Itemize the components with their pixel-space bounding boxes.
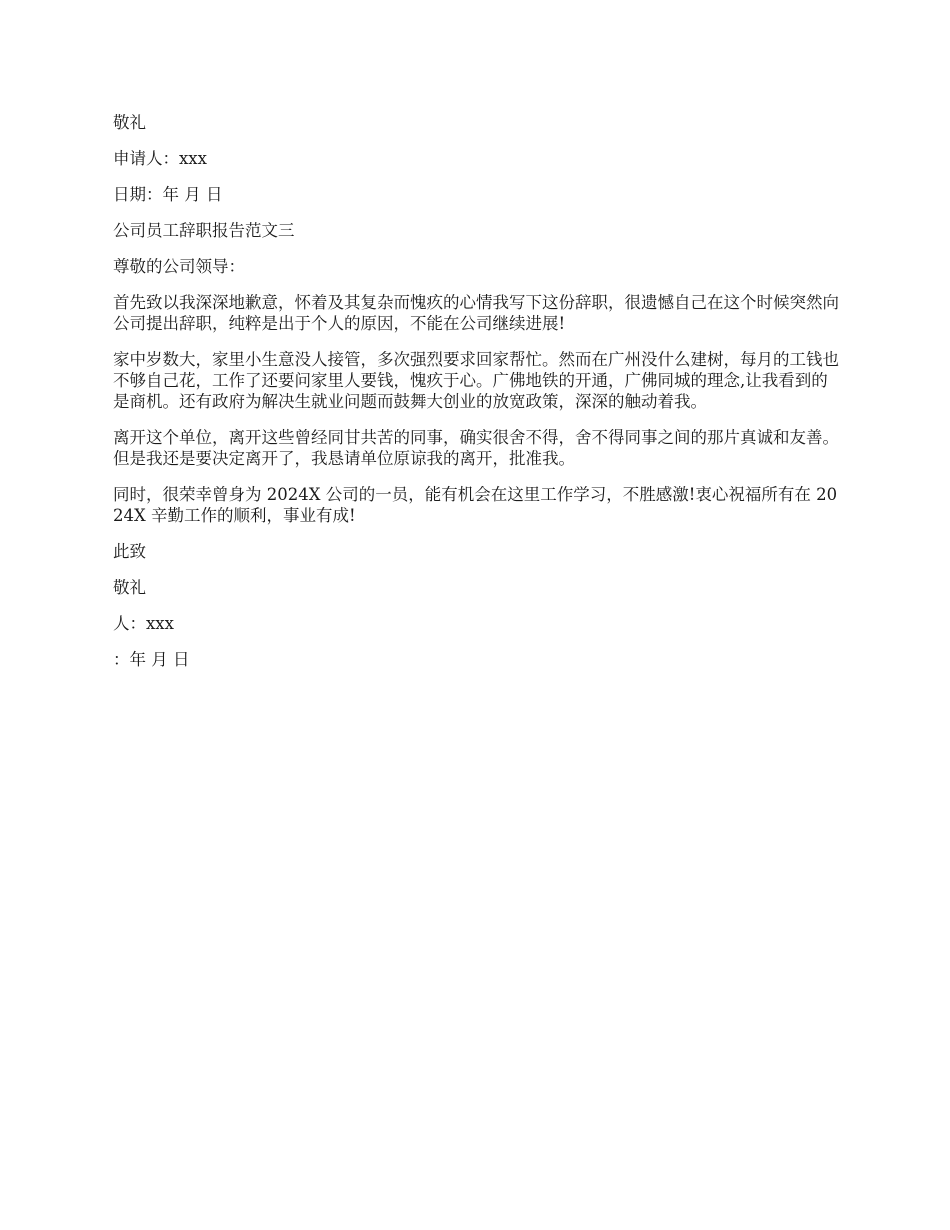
body-paragraph: 同时，很荣幸曾身为 2024X 公司的一员，能有机会在这里工作学习，不胜感激!衷心祝福所有在 2024X 辛勤工作的顺利，事业有成! xyxy=(113,485,838,525)
applicant-line: 申请人：xxx xyxy=(113,149,207,168)
date-line: 日期：年 月 日 xyxy=(113,185,223,204)
closing-phrase: 此致 xyxy=(113,542,146,561)
closing-salutation: 敬礼 xyxy=(113,113,146,132)
body-paragraph: 首先致以我深深地歉意，怀着及其复杂而愧疚的心情我写下这份辞职，很遗憾自己在这个时候突然向公司提出辞职，纯粹是出于个人的原因，不能在公司继续进展! xyxy=(113,293,839,333)
date-line: ：年 月 日 xyxy=(113,650,190,669)
body-paragraph: 家中岁数大，家里小生意没人接管，多次强烈要求回家帮忙。然而在广州没什么建树，每月的工钱也不够自己花，工作了还要问家里人要钱，愧疚于心。广佛地铁的开通，广佛同城的理念,让我看到的是商机。还有政府为解决生就业问题而鼓舞大创业的放宽政策，深深的触动着我。 xyxy=(113,350,839,411)
signer-line: 人：xxx xyxy=(113,614,174,633)
document-body xyxy=(113,112,843,685)
section-title: 公司员工辞职报告范文三 xyxy=(113,221,295,240)
body-paragraph: 离开这个单位，离开这些曾经同甘共苦的同事，确实很舍不得，舍不得同事之间的那片真诚和友善。 但是我还是要决定离开了，我恳请单位原谅我的离开，批准我。 xyxy=(113,428,839,468)
greeting: 尊敬的公司领导： xyxy=(113,257,245,276)
closing-salutation: 敬礼 xyxy=(113,578,146,597)
